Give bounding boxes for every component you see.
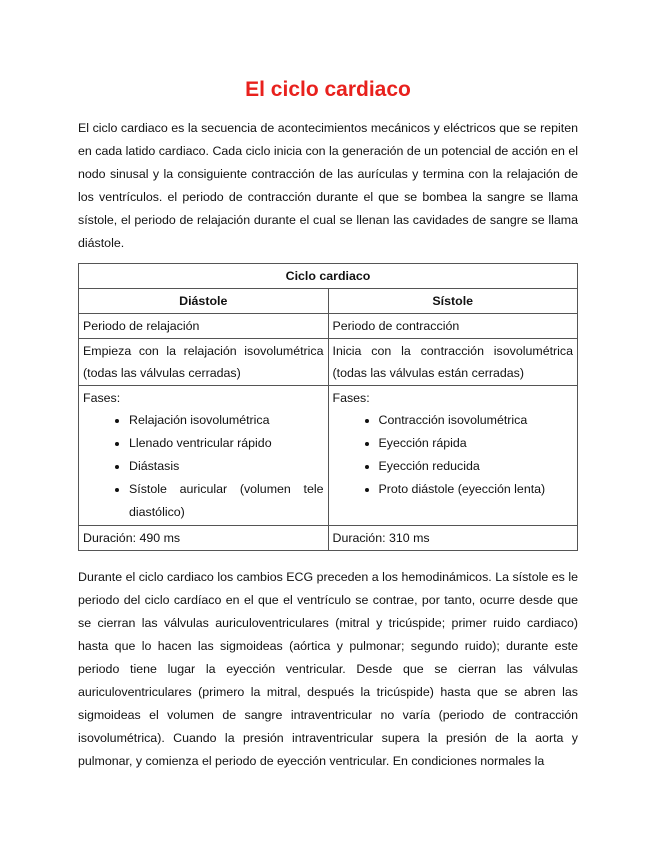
table-cell: Inicia con la contracción isovolumétrica (todas las válvulas están cerradas) (328, 339, 578, 386)
table-row (79, 339, 578, 386)
page-title: El ciclo cardiaco (245, 78, 411, 101)
fases-diastole-cell (79, 386, 329, 526)
table-cell: Periodo de contracción (328, 314, 578, 339)
fases-sistole-list (333, 409, 574, 501)
list-item: • Sístole auricular (volumen tele diastólico) (129, 478, 324, 524)
fases-label: Fases: (332, 391, 370, 405)
list-item: • Proto diástole (eyección lenta) (379, 478, 574, 501)
duracion-diastole: Duración: 490 ms (79, 526, 329, 551)
table-row (79, 314, 578, 339)
intro-paragraph: El ciclo cardiaco es la secuencia de acontecimientos mecánicos y eléctricos que se repiten en cada latido cardiaco. Cada ciclo inicia con la generación de un potencial de acción en el nodo sinusal y la consiguiente contracción de las aurículas y termina con la relajación de los ventrículos. el periodo de contracción durante el que se bombea la sangre se llama sístole, el periodo de relajación durante el cual se llenan las cavidades de sangre se llama diástole. (78, 121, 578, 250)
list-item: • Eyección rápida (379, 432, 574, 455)
fases-diastole-list (83, 409, 324, 524)
table-cell: Periodo de relajación (79, 314, 329, 339)
list-item: • Relajación isovolumétrica (129, 409, 324, 432)
body-paragraph: Durante el ciclo cardiaco los cambios ECG preceden a los hemodinámicos. La sístole es le periodo del ciclo cardíaco en el que el ventrículo se contrae, por tanto, ocurre desde que se cierran las válvulas auriculoventriculares (mitral y tricúspide; primer ruido cardiaco) hasta que lo hacen las sigmoideas (aórtica y pulmonar; segundo ruido); durante este periodo tiene lugar la eyección ventricular. Desde que se cierran las válvulas auriculoventriculares (primero la mitral, después la tricúspide) hasta que se abren las sigmoideas el volumen de sangre intraventricular no varía (periodo de contracción isovolumétrica). Cuando la presión intraventricular supera la presión de la aorta y pulmonar, y comienza el periodo de eyección ventricular. En condiciones normales la (78, 570, 578, 768)
table-caption: Ciclo cardiaco (79, 264, 578, 289)
list-item: • Contracción isovolumétrica (379, 409, 574, 432)
table-cell: Empieza con la relajación isovolumétrica (todas las válvulas cerradas) (79, 339, 329, 386)
duracion-sistole: Duración: 310 ms (328, 526, 578, 551)
table-row (79, 526, 578, 551)
list-item: • Diástasis (129, 455, 324, 478)
cardiac-cycle-table (78, 263, 578, 551)
table-row (79, 386, 578, 526)
fases-label: Fases: (83, 391, 121, 405)
fases-sistole-cell (328, 386, 578, 526)
list-item: • Llenado ventricular rápido (129, 432, 324, 455)
header-sistole: Sístole (328, 289, 578, 314)
list-item: • Eyección reducida (379, 455, 574, 478)
header-diastole: Diástole (79, 289, 329, 314)
